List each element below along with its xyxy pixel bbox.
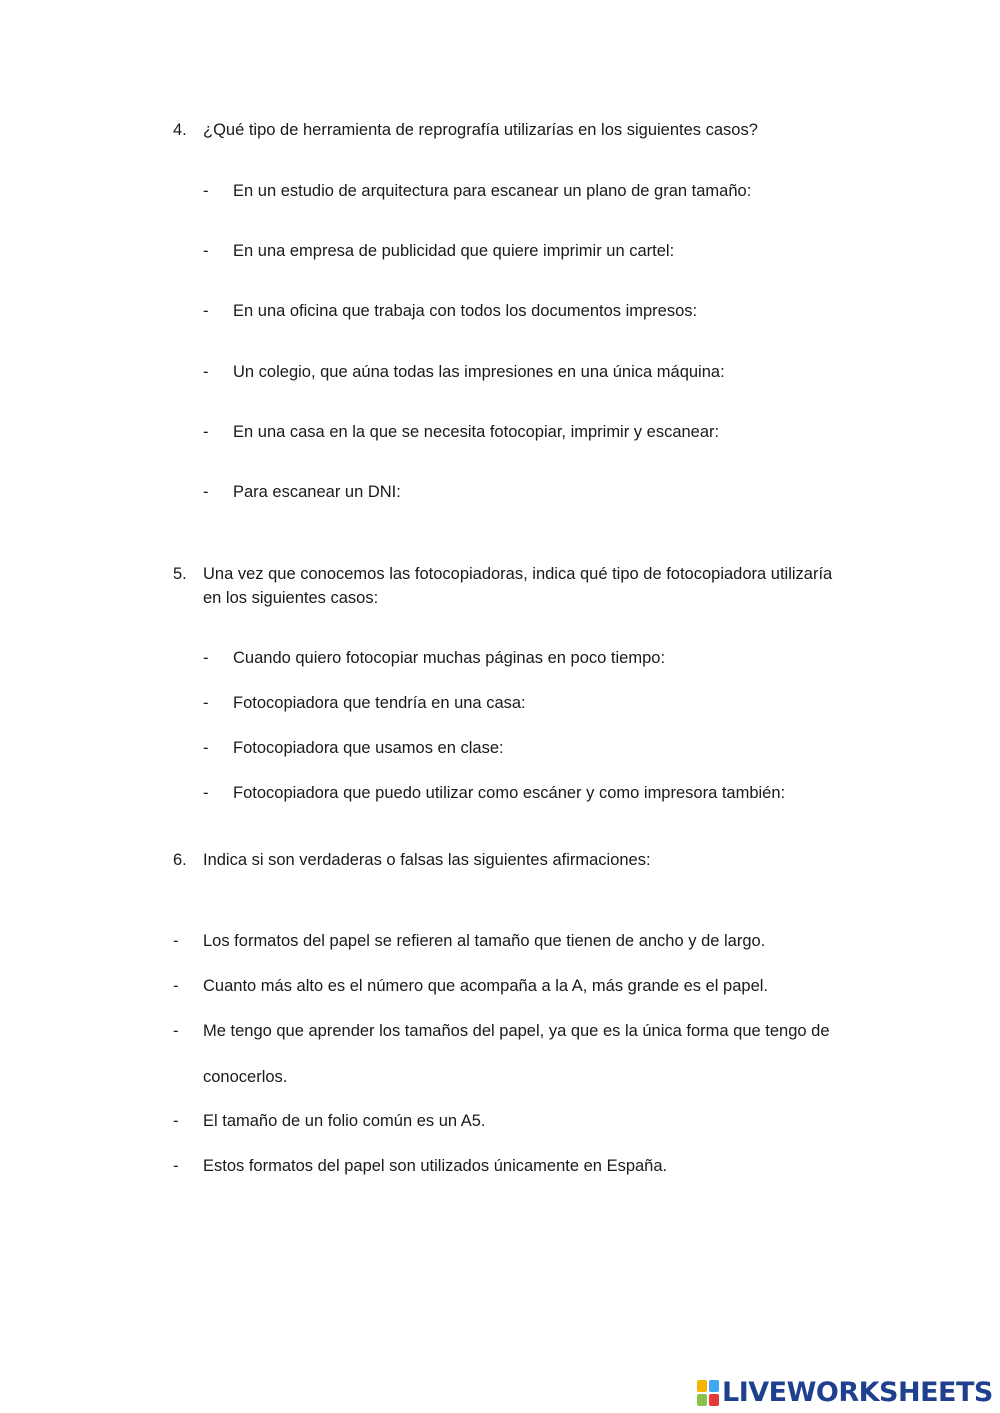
bullet-dash: - [173, 932, 179, 950]
q6-item-3-continuation: conocerlos. [203, 1068, 288, 1086]
bullet-dash: - [203, 242, 209, 260]
q6-item-4: El tamaño de un folio común es un A5. [203, 1112, 486, 1130]
q5-item-2: Fotocopiadora que tendría en una casa: [233, 694, 526, 712]
q4-item-3: En una oficina que trabaja con todos los documentos impresos: [233, 302, 698, 320]
bullet-dash: - [173, 977, 179, 995]
liveworksheets-logo-icon [697, 1380, 719, 1406]
question-5-text-line1: Una vez que conocemos las fotocopiadoras, indica qué tipo de fotocopiadora utilizaría [203, 565, 833, 583]
q6-item-3: Me tengo que aprender los tamaños del papel, ya que es la única forma que tengo de [203, 1022, 830, 1040]
question-6-text: Indica si son verdaderas o falsas las siguientes afirmaciones: [203, 851, 651, 869]
q5-item-3: Fotocopiadora que usamos en clase: [233, 739, 504, 757]
bullet-dash: - [203, 423, 209, 441]
q4-item-6: Para escanear un DNI: [233, 483, 401, 501]
question-4-number: 4. [173, 121, 187, 139]
q6-item-1: Los formatos del papel se refieren al tamaño que tienen de ancho y de largo. [203, 932, 766, 950]
q6-item-2: Cuanto más alto es el número que acompaña a la A, más grande es el papel. [203, 977, 769, 995]
question-4-text: ¿Qué tipo de herramienta de reprografía utilizarías en los siguientes casos? [203, 121, 758, 139]
logo-block [697, 1380, 707, 1392]
liveworksheets-logo [697, 1378, 993, 1408]
q4-item-4: Un colegio, que aúna todas las impresiones en una única máquina: [233, 363, 725, 381]
q4-item-2: En una empresa de publicidad que quiere imprimir un cartel: [233, 242, 675, 260]
bullet-dash: - [173, 1157, 179, 1175]
bullet-dash: - [203, 784, 209, 802]
bullet-dash: - [173, 1022, 179, 1040]
liveworksheets-brand-text: LIVEWORKSHEETS [722, 1377, 993, 1408]
question-5-text-line2: en los siguientes casos: [203, 589, 379, 607]
logo-block [709, 1380, 719, 1392]
logo-block [697, 1394, 707, 1406]
bullet-dash: - [203, 302, 209, 320]
bullet-dash: - [203, 363, 209, 381]
bullet-dash: - [203, 649, 209, 667]
bullet-dash: - [203, 483, 209, 501]
q4-item-1: En un estudio de arquitectura para escanear un plano de gran tamaño: [233, 182, 752, 200]
logo-block [709, 1394, 719, 1406]
q6-item-5: Estos formatos del papel son utilizados únicamente en España. [203, 1157, 668, 1175]
q5-item-1: Cuando quiero fotocopiar muchas páginas en poco tiempo: [233, 649, 666, 667]
q5-item-4: Fotocopiadora que puedo utilizar como escáner y como impresora también: [233, 784, 786, 802]
bullet-dash: - [203, 182, 209, 200]
bullet-dash: - [203, 739, 209, 757]
bullet-dash: - [203, 694, 209, 712]
q4-item-5: En una casa en la que se necesita fotocopiar, imprimir y escanear: [233, 423, 720, 441]
question-5-number: 5. [173, 565, 187, 583]
question-6-number: 6. [173, 851, 187, 869]
bullet-dash: - [173, 1112, 179, 1130]
